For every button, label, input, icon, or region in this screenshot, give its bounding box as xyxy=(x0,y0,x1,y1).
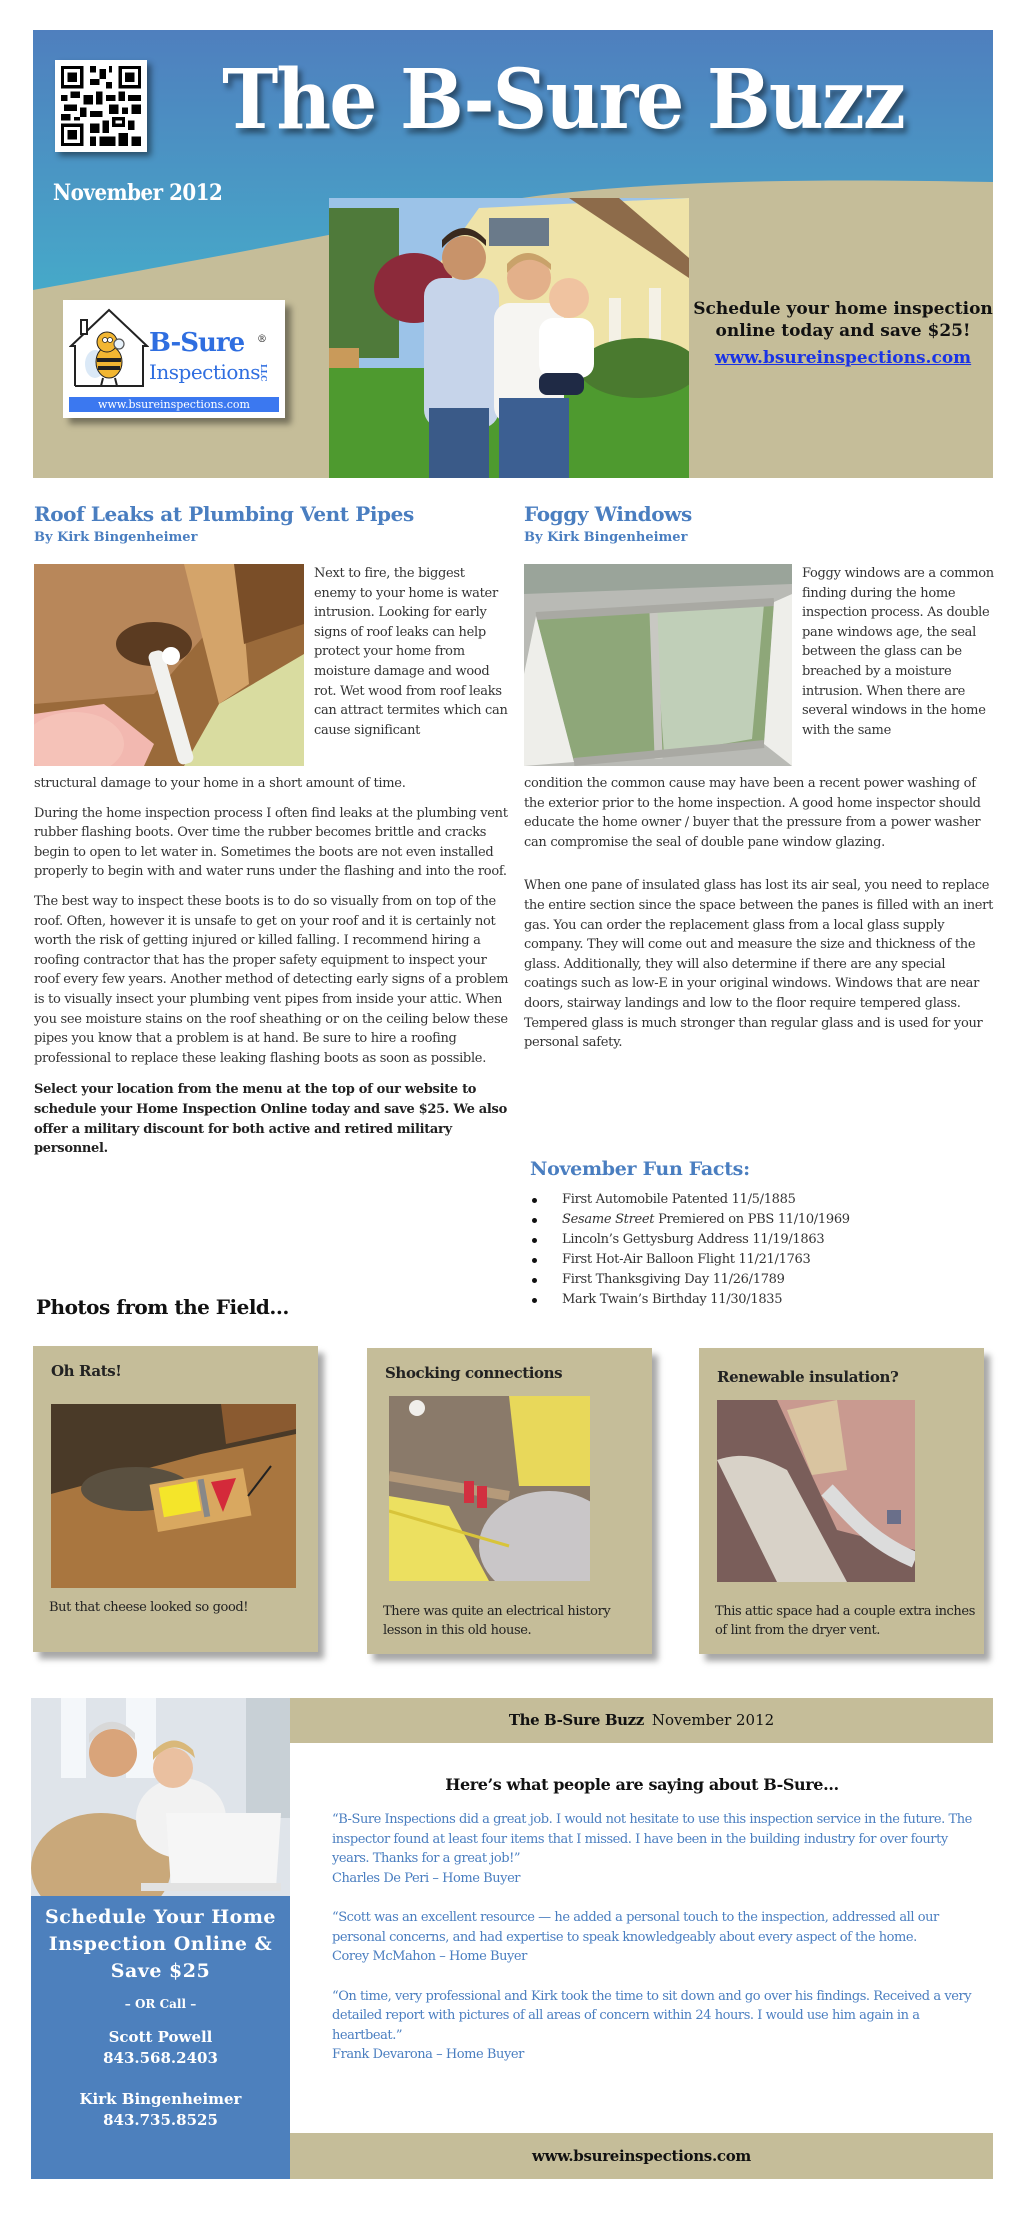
promo-text: Schedule your home inspection online today and save $25! xyxy=(693,299,993,341)
promo-website-link[interactable]: www.bsureinspections.com xyxy=(714,348,972,368)
article-byline: By Kirk Bingenheimer xyxy=(524,530,688,545)
qr-code-icon xyxy=(61,66,141,146)
fun-fact-item: Sesame Street Premiered on PBS 11/10/1969 xyxy=(530,1210,990,1230)
newsletter-header xyxy=(33,30,993,478)
article-intro: Next to fire, the biggest enemy to your home is water intrusion. Looking for early signs of roof leaks can help protect your home from moisture damage and wood rot. Wet wood from roof leaks can attract termites which can cause significant xyxy=(314,566,508,738)
company-logo[interactable] xyxy=(63,300,285,418)
contact-phone[interactable]: 843.568.2403 xyxy=(103,2049,218,2067)
article-continuation: condition the common cause may have been a recent power washing of the exterior prior to the home inspection. A good home inspector should educate the home owner / buyer that the pressure from a power washer can compromise the seal of double pane window glazing. xyxy=(524,776,981,850)
contact-kirk-bingenheimer xyxy=(31,2089,290,2131)
contact-name: Scott Powell xyxy=(108,2028,213,2046)
testimonial-quote: “B-Sure Inspections did a great job. I would not hesitate to use this inspection service in the future. The inspector found at least four items that I missed. I have been in the building industry for over fourty years. Thanks for a great job!” xyxy=(332,1812,972,1866)
schedule-callout: Select your location from the menu at the top of our website to schedule your Home Inspection Online today and save $25. We also offer a military discount for both active and retired military personnel. xyxy=(34,1082,507,1157)
registered-mark: ® xyxy=(257,334,267,345)
article-foggy-windows xyxy=(524,500,999,1053)
testimonials-heading: Here’s what people are saying about B-Sure… xyxy=(445,1775,839,1794)
testimonial-author: Corey McMahon – Home Buyer xyxy=(332,1949,527,1964)
card-title: Oh Rats! xyxy=(51,1362,122,1380)
logo-url: www.bsureinspections.com xyxy=(69,397,279,412)
article-title: Foggy Windows xyxy=(524,502,692,526)
logo-llc: LLC xyxy=(259,364,269,382)
fun-fact-item: Lincoln’s Gettysburg Address 11/19/1863 xyxy=(530,1230,990,1250)
article-paragraph: When one pane of insulated glass has lost its air seal, you need to replace the entire section since the space between the panes is filled with an inert gas. You can order the replacement glass from a local glass supply company. They will come out and measure the size and thickness of the glass. Additionally, they will also determine if there are any special coatings such as low-E in your original windows. Windows that are near doors, stairway landings and low to the floor require tempered glass. Tempered glass is much stronger than regular glass and is used for your personal safety. xyxy=(524,878,993,1051)
fun-fact-item: Mark Twain’s Birthday 11/30/1835 xyxy=(530,1290,990,1310)
article-paragraph: During the home inspection process I often find leaks at the plumbing vent rubber flashing boots. Over time the rubber becomes brittle and cracks begin to open to let water in. Sometimes the boots are not even installed properly to begin with and water runs under the flashing and into the roof. xyxy=(34,805,508,880)
card-caption: This attic space had a couple extra inches of lint from the dryer vent. xyxy=(715,1604,975,1638)
back-page-newsletter-name: The B-Sure Buzz xyxy=(508,1711,644,1729)
card-caption: There was quite an electrical history lesson in this old house. xyxy=(383,1604,611,1638)
field-photo-card xyxy=(699,1348,984,1654)
fun-fact-item: First Automobile Patented 11/5/1885 xyxy=(530,1190,990,1210)
testimonial xyxy=(332,1810,972,1888)
or-call-label: – OR Call – xyxy=(124,1997,197,2011)
logo-brand-name: B-Sure xyxy=(149,328,245,358)
attic-wiring-photo xyxy=(389,1396,590,1581)
contact-name: Kirk Bingenheimer xyxy=(79,2090,242,2108)
back-page-header-bar xyxy=(290,1698,993,1743)
family-house-photo xyxy=(329,198,689,478)
testimonial-quote: “On time, very professional and Kirk took the time to sit down and go over his findings. Received a very detailed report with pictures of all areas of concern within 24 hours. I would use him again in a heartbeat.” xyxy=(332,1988,972,2043)
testimonial xyxy=(332,1908,972,1967)
contact-sidebar xyxy=(31,1896,290,2179)
field-photo-card xyxy=(33,1346,318,1652)
card-title: Renewable insulation? xyxy=(717,1368,899,1386)
logo-subtitle: Inspections xyxy=(149,360,261,384)
fun-facts-title: November Fun Facts: xyxy=(530,1158,750,1180)
newsletter-masthead: The B-Sure Buzz xyxy=(222,52,904,148)
mousetrap-photo xyxy=(51,1404,296,1588)
back-page-issue-date: November 2012 xyxy=(651,1711,775,1729)
testimonial-author: Frank Devarona – Home Buyer xyxy=(332,2047,524,2062)
field-photo-card xyxy=(367,1348,652,1654)
article-roof-leaks xyxy=(34,500,509,1159)
contact-scott-powell xyxy=(31,2027,290,2069)
article-title: Roof Leaks at Plumbing Vent Pipes xyxy=(34,502,414,526)
foggy-window-photo xyxy=(524,564,792,766)
qr-code[interactable] xyxy=(55,60,147,152)
testimonial xyxy=(332,1987,972,2065)
testimonial-quote: “Scott was an excellent resource — he added a personal touch to the inspection, addressed all our personal concerns, and had expertise to speak knowledgeably about every aspect of the home. xyxy=(332,1910,939,1945)
article-paragraph: The best way to inspect these boots is to do so visually from on top of the roof. Often, however it is unsafe to get on your roof and it is certainly not worth the risk of getting injured or killed falling. I recommend hiring a roofing contractor that has the proper safety equipment to inspect your roof every few years. Another method of detecting early signs of a problem is to visually insect your plumbing vent pipes from inside your attic. When you see moisture stains on the roof sheathing or on the ceiling below these pipes you know that a problem is at hand. Be sure to hire a roofing professional to replace these leaking flashing boots as soon as possible. xyxy=(34,893,509,1066)
fun-fact-item: First Thanksgiving Day 11/26/1789 xyxy=(530,1270,990,1290)
couple-laptop-photo xyxy=(31,1698,290,1896)
testimonials xyxy=(332,1775,972,2065)
attic-plumbing-vent-photo xyxy=(34,564,304,766)
testimonial-author: Charles De Peri – Home Buyer xyxy=(332,1870,521,1886)
issue-date: November 2012 xyxy=(53,180,223,206)
fun-fact-item: First Hot-Air Balloon Flight 11/21/1763 xyxy=(530,1250,990,1270)
dryer-vent-lint-photo xyxy=(717,1400,915,1582)
header-promo xyxy=(693,298,993,368)
article-intro: Foggy windows are a common finding during the home inspection process. As double pane windows age, the seal between the glass can be breached by a moisture intrusion. When there are several windows in the home with the same xyxy=(802,566,994,738)
card-title: Shocking connections xyxy=(385,1364,563,1382)
schedule-cta[interactable]: Schedule Your Home Inspection Online & Save $25 xyxy=(44,1906,277,1982)
fun-facts-list xyxy=(530,1190,990,1310)
contact-phone[interactable]: 843.735.8525 xyxy=(103,2111,218,2129)
article-continuation: structural damage to your home in a short amount of time. xyxy=(34,776,406,791)
card-caption: But that cheese looked so good! xyxy=(49,1600,249,1615)
bee-house-logo-icon xyxy=(69,306,149,392)
fun-facts xyxy=(530,1158,990,1310)
field-photos-title: Photos from the Field… xyxy=(36,1295,289,1319)
article-byline: By Kirk Bingenheimer xyxy=(34,530,198,545)
footer-website-link[interactable]: www.bsureinspections.com xyxy=(290,2133,993,2179)
